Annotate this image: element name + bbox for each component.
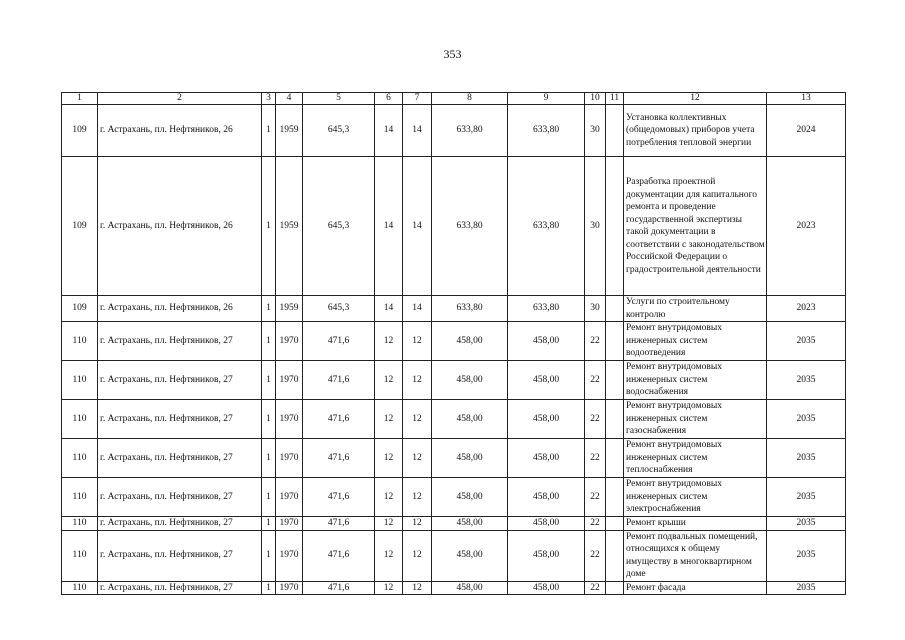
- year-cell: 1959: [276, 296, 303, 322]
- table-row: [62, 296, 846, 322]
- table-cell: 458,00: [432, 517, 508, 531]
- table-cell: [606, 581, 624, 595]
- area-cell: 471,6: [303, 581, 375, 595]
- table-cell: 22: [585, 530, 606, 581]
- area-cell: 471,6: [303, 530, 375, 581]
- table-cell: 12: [403, 439, 432, 478]
- plan-year-cell: 2023: [767, 157, 846, 296]
- work-type-cell: Ремонт крыши: [624, 517, 767, 531]
- column-header: 7: [403, 93, 432, 105]
- work-type-cell: Ремонт внутридомовых инженерных систем теплоснабжения: [624, 439, 767, 478]
- table-cell: 12: [375, 478, 403, 517]
- table-cell: 633,80: [508, 157, 585, 296]
- row-number: 110: [62, 517, 98, 531]
- table-cell: 1: [262, 361, 276, 400]
- plan-year-cell: 2035: [767, 530, 846, 581]
- plan-year-cell: 2035: [767, 439, 846, 478]
- column-header: 11: [606, 93, 624, 105]
- plan-year-cell: 2035: [767, 322, 846, 361]
- page-number: 353: [443, 47, 462, 61]
- table-cell: [606, 400, 624, 439]
- area-cell: 471,6: [303, 322, 375, 361]
- plan-year-cell: 2035: [767, 478, 846, 517]
- table-cell: 458,00: [432, 530, 508, 581]
- table-cell: 12: [375, 322, 403, 361]
- table-cell: 458,00: [432, 439, 508, 478]
- work-type-cell: Установка коллективных (общедомовых) приборов учета потребления тепловой энергии: [624, 105, 767, 157]
- table-row: [62, 478, 846, 517]
- address-cell: г. Астрахань, пл. Нефтяников, 27: [98, 439, 262, 478]
- year-cell: 1959: [276, 105, 303, 157]
- table-row: [62, 530, 846, 581]
- table-cell: 12: [403, 517, 432, 531]
- row-number: 110: [62, 581, 98, 595]
- address-cell: г. Астрахань, пл. Нефтяников, 26: [98, 105, 262, 157]
- table-cell: [606, 530, 624, 581]
- table-cell: 12: [403, 361, 432, 400]
- table-row: [62, 157, 846, 296]
- table-cell: [606, 157, 624, 296]
- table-cell: 1: [262, 400, 276, 439]
- year-cell: 1970: [276, 517, 303, 531]
- table-cell: 12: [375, 439, 403, 478]
- table-cell: 12: [403, 400, 432, 439]
- plan-year-cell: 2023: [767, 296, 846, 322]
- table-row: [62, 361, 846, 400]
- column-header: 10: [585, 93, 606, 105]
- table-cell: 22: [585, 478, 606, 517]
- area-cell: 471,6: [303, 478, 375, 517]
- address-cell: г. Астрахань, пл. Нефтяников, 27: [98, 530, 262, 581]
- column-header: 5: [303, 93, 375, 105]
- table-cell: 1: [262, 478, 276, 517]
- table-cell: 30: [585, 105, 606, 157]
- table-cell: 12: [375, 400, 403, 439]
- column-header: 1: [62, 93, 98, 105]
- row-number: 110: [62, 361, 98, 400]
- table-cell: 633,80: [432, 296, 508, 322]
- table-cell: 22: [585, 400, 606, 439]
- year-cell: 1970: [276, 400, 303, 439]
- address-cell: г. Астрахань, пл. Нефтяников, 26: [98, 296, 262, 322]
- table-cell: 458,00: [432, 581, 508, 595]
- table-cell: [606, 439, 624, 478]
- table-cell: 14: [375, 296, 403, 322]
- address-cell: г. Астрахань, пл. Нефтяников, 27: [98, 581, 262, 595]
- work-type-cell: Ремонт подвальных помещений, относящихся к общему имуществу в многоквартирном доме: [624, 530, 767, 581]
- table-cell: [606, 361, 624, 400]
- row-number: 109: [62, 296, 98, 322]
- row-number: 109: [62, 105, 98, 157]
- area-cell: 471,6: [303, 400, 375, 439]
- row-number: 110: [62, 530, 98, 581]
- table-cell: 633,80: [508, 296, 585, 322]
- column-header: 8: [432, 93, 508, 105]
- table-row: [62, 439, 846, 478]
- table-cell: 14: [375, 105, 403, 157]
- table-cell: 22: [585, 581, 606, 595]
- table-row: [62, 581, 846, 595]
- address-cell: г. Астрахань, пл. Нефтяников, 27: [98, 361, 262, 400]
- table-cell: 1: [262, 105, 276, 157]
- header-row: [62, 93, 846, 105]
- row-number: 110: [62, 400, 98, 439]
- area-cell: 645,3: [303, 296, 375, 322]
- address-cell: г. Астрахань, пл. Нефтяников, 27: [98, 517, 262, 531]
- work-type-cell: Услуги по строительному контролю: [624, 296, 767, 322]
- column-header: 2: [98, 93, 262, 105]
- table-row: [62, 517, 846, 531]
- table-cell: 1: [262, 530, 276, 581]
- table-cell: 22: [585, 439, 606, 478]
- table-cell: 30: [585, 296, 606, 322]
- table-row: [62, 400, 846, 439]
- table-cell: 22: [585, 517, 606, 531]
- table-cell: 1: [262, 322, 276, 361]
- table-cell: 12: [403, 530, 432, 581]
- address-cell: г. Астрахань, пл. Нефтяников, 27: [98, 478, 262, 517]
- table-cell: 458,00: [508, 439, 585, 478]
- table-cell: 633,80: [508, 105, 585, 157]
- column-header: 6: [375, 93, 403, 105]
- table-cell: 1: [262, 157, 276, 296]
- table-cell: 12: [403, 478, 432, 517]
- table-cell: 458,00: [432, 478, 508, 517]
- table-cell: 458,00: [508, 478, 585, 517]
- area-cell: 645,3: [303, 157, 375, 296]
- work-type-cell: Ремонт фасада: [624, 581, 767, 595]
- work-type-cell: Ремонт внутридомовых инженерных систем водоотведения: [624, 322, 767, 361]
- plan-year-cell: 2035: [767, 400, 846, 439]
- year-cell: 1970: [276, 581, 303, 595]
- year-cell: 1970: [276, 530, 303, 581]
- area-cell: 471,6: [303, 361, 375, 400]
- row-number: 110: [62, 439, 98, 478]
- table-cell: [606, 478, 624, 517]
- table-cell: 458,00: [508, 400, 585, 439]
- year-cell: 1970: [276, 322, 303, 361]
- table-cell: 633,80: [432, 157, 508, 296]
- table-row: [62, 322, 846, 361]
- address-cell: г. Астрахань, пл. Нефтяников, 26: [98, 157, 262, 296]
- work-type-cell: Разработка проектной документации для капитального ремонта и проведение государственной экспертизы такой документации в соответствии с законодательством Российской Федерации о градостроительной деятельности: [624, 157, 767, 296]
- capital-repair-table: [61, 92, 846, 595]
- work-type-cell: Ремонт внутридомовых инженерных систем газоснабжения: [624, 400, 767, 439]
- table-cell: 14: [403, 105, 432, 157]
- plan-year-cell: 2024: [767, 105, 846, 157]
- table-cell: 1: [262, 439, 276, 478]
- area-cell: 471,6: [303, 517, 375, 531]
- year-cell: 1970: [276, 361, 303, 400]
- table-cell: 14: [375, 157, 403, 296]
- table-cell: 458,00: [432, 361, 508, 400]
- row-number: 110: [62, 322, 98, 361]
- table-cell: 12: [375, 530, 403, 581]
- table-cell: 22: [585, 361, 606, 400]
- row-number: 109: [62, 157, 98, 296]
- address-cell: г. Астрахань, пл. Нефтяников, 27: [98, 322, 262, 361]
- table-cell: 458,00: [508, 322, 585, 361]
- table-cell: 633,80: [432, 105, 508, 157]
- area-cell: 471,6: [303, 439, 375, 478]
- table-cell: 1: [262, 296, 276, 322]
- table-cell: 458,00: [508, 517, 585, 531]
- column-header: 4: [276, 93, 303, 105]
- table-cell: 14: [403, 157, 432, 296]
- year-cell: 1970: [276, 478, 303, 517]
- area-cell: 645,3: [303, 105, 375, 157]
- year-cell: 1970: [276, 439, 303, 478]
- table-row: [62, 105, 846, 157]
- table-cell: [606, 517, 624, 531]
- table-cell: 22: [585, 322, 606, 361]
- table-cell: 1: [262, 581, 276, 595]
- table-cell: 12: [375, 581, 403, 595]
- plan-year-cell: 2035: [767, 581, 846, 595]
- year-cell: 1959: [276, 157, 303, 296]
- address-cell: г. Астрахань, пл. Нефтяников, 27: [98, 400, 262, 439]
- table-cell: 458,00: [432, 322, 508, 361]
- table-cell: 12: [403, 322, 432, 361]
- table-cell: 30: [585, 157, 606, 296]
- table-cell: 458,00: [432, 400, 508, 439]
- work-type-cell: Ремонт внутридомовых инженерных систем электроснабжения: [624, 478, 767, 517]
- table-cell: [606, 296, 624, 322]
- table-cell: [606, 105, 624, 157]
- column-header: 12: [624, 93, 767, 105]
- table-cell: 458,00: [508, 530, 585, 581]
- plan-year-cell: 2035: [767, 517, 846, 531]
- table-cell: 458,00: [508, 581, 585, 595]
- table-cell: 12: [403, 581, 432, 595]
- work-type-cell: Ремонт внутридомовых инженерных систем водоснабжения: [624, 361, 767, 400]
- table-cell: [606, 322, 624, 361]
- plan-year-cell: 2035: [767, 361, 846, 400]
- row-number: 110: [62, 478, 98, 517]
- column-header: 3: [262, 93, 276, 105]
- column-header: 9: [508, 93, 585, 105]
- table-cell: 1: [262, 517, 276, 531]
- table-cell: 458,00: [508, 361, 585, 400]
- table-cell: 12: [375, 517, 403, 531]
- table-cell: 14: [403, 296, 432, 322]
- table-cell: 12: [375, 361, 403, 400]
- column-header: 13: [767, 93, 846, 105]
